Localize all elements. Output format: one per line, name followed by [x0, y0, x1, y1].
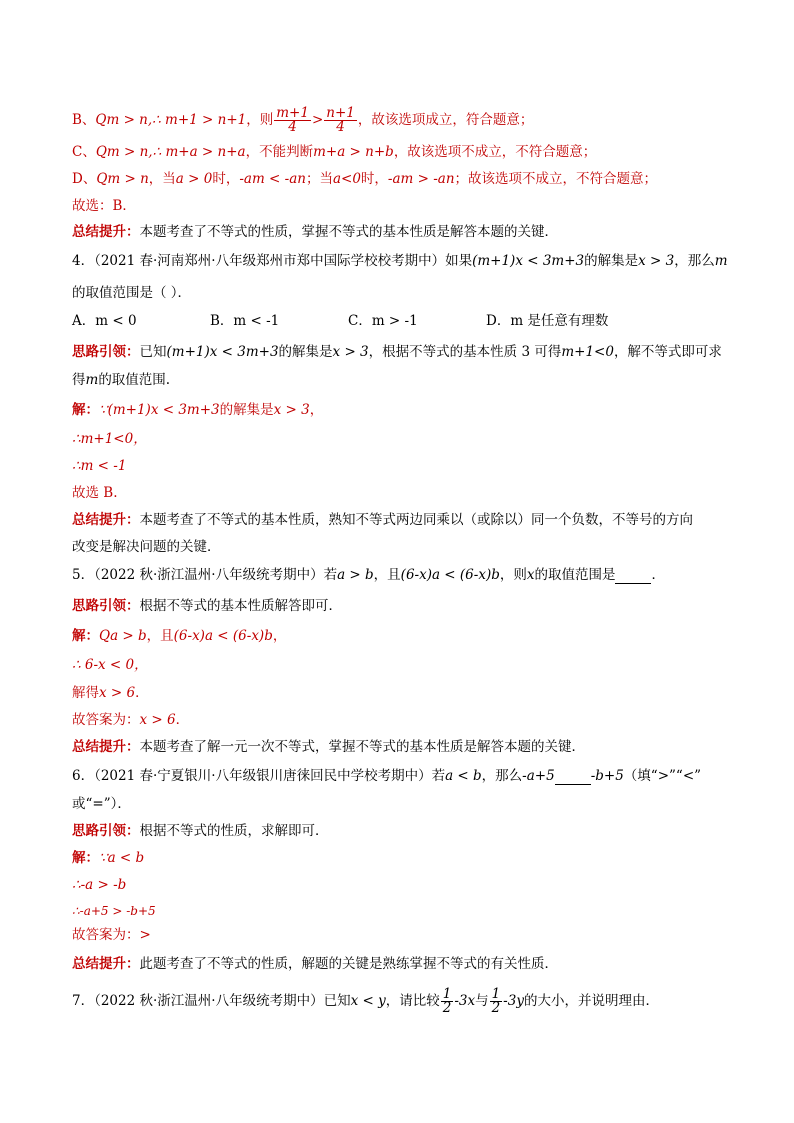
q6-hint: 思路引领：根据不等式的性质，求解即可． — [72, 823, 329, 839]
answer-blank — [615, 569, 651, 584]
solution-label: 解： — [72, 402, 99, 418]
q5-step-2: 解得x > 6． — [72, 685, 149, 701]
q5-step-1: ∴ 6-x < 0， — [72, 657, 148, 673]
option-d-explanation: D、Qm > n，当a > 0时，-am < -an；当a<0时，-am > -an；故该选项不成立，不符合题意； — [72, 171, 658, 187]
q6-stem: 6．（2021 春·宁夏银川·八年级银川唐徕回民中学校考期中）若a < b，那么-a+5 -b+5（填“>”“<” — [72, 768, 702, 784]
summary-label: 总结提升： — [72, 739, 140, 755]
q5-answer: 故答案为：x > 6． — [72, 712, 190, 728]
q5-summary: 总结提升：本题考查了解一元一次不等式，掌握不等式的基本性质是解答本题的关键． — [72, 739, 585, 755]
q6-step-1: ∴-a > -b — [72, 877, 127, 893]
hint-label: 思路引领： — [72, 823, 140, 839]
q4-option-b: B．m < -1 — [210, 313, 280, 329]
q4-stem-line2: 的取值范围是（ ）． — [72, 285, 192, 301]
q4-step-1: ∴m+1<0， — [72, 431, 147, 447]
q5-hint: 思路引领：根据不等式的基本性质解答即可． — [72, 598, 342, 614]
q4-step-2: ∴m < -1 — [72, 458, 127, 474]
q6-summary: 总结提升：此题考查了不等式的性质，解题的关键是熟练掌握不等式的有关性质． — [72, 956, 558, 972]
q4-hint: 思路引领：已知(m+1)x < 3m+3的解集是x > 3，根据不等式的基本性质 3 可得m+1<0，解不等式即可求 — [72, 344, 722, 360]
q4-hint-line2: 得m的取值范围. — [72, 372, 171, 388]
answer-blank — [555, 770, 591, 785]
q4-option-c: C．m > -1 — [348, 313, 418, 329]
q6-stem-line2: 或“=”）． — [72, 796, 131, 812]
solution-label: 解： — [72, 850, 99, 866]
q4-summary: 总结提升：本题考查了不等式的基本性质，熟知不等式两边同乘以（或除以）同一个负数，不等号的方向 — [72, 512, 693, 528]
q4-option-d: D．m 是任意有理数 — [486, 313, 609, 329]
option-c-explanation: C、Qm > n,∴ m+a > n+a，不能判断m+a > n+b，故该选项不成立，不符合题意； — [72, 144, 597, 160]
solution-label: 解： — [72, 628, 99, 644]
q6-step-2: ∴-a+5 > -b+5 — [72, 904, 156, 918]
q5-stem: 5．（2022 秋·浙江温州·八年级统考期中）若a > b，且(6-x)a < (6-x)b，则x的取值范围是 ． — [72, 567, 665, 583]
q3-summary: 总结提升：本题考查了不等式的性质，掌握不等式的基本性质是解答本题的关键． — [72, 224, 558, 240]
summary-label: 总结提升： — [72, 224, 140, 240]
q4-choice: 故选 B. — [72, 485, 118, 501]
q6-answer: 故答案为：> — [72, 927, 151, 943]
q5-solution: 解：Qa > b，且(6-x)a < (6-x)b， — [72, 628, 287, 644]
summary-label: 总结提升： — [72, 956, 140, 972]
hint-label: 思路引领： — [72, 598, 140, 614]
q4-stem: 4．（2021 春·河南郑州·八年级郑州市郑中国际学校校考期中）如果(m+1)x < 3m+3的解集是x > 3，那么m — [72, 253, 728, 269]
q4-summary-line2: 改变是解决问题的关键． — [72, 539, 221, 555]
q3-choice: 故选：B． — [72, 198, 136, 214]
q6-solution: 解：∵a < b — [72, 850, 145, 866]
q4-solution: 解：∵(m+1)x < 3m+3的解集是x > 3， — [72, 402, 324, 418]
summary-label: 总结提升： — [72, 512, 140, 528]
option-b-explanation: B、Qm > n,∴ m+1 > n+1，则 $\frac{m+1}{4}$ > $\frac{n+1}{4}$ ，故该选项成立，符合题意； — [72, 105, 534, 135]
hint-label: 思路引领： — [72, 344, 140, 360]
q7-stem: 7．（2022 秋·浙江温州·八年级统考期中）已知x < y，请比较 $\frac{1}{2}$ -3x与 $\frac{1}{2}$ -3y的大小，并说明理由． — [72, 986, 659, 1016]
q4-option-a: A．m < 0 — [72, 313, 137, 329]
